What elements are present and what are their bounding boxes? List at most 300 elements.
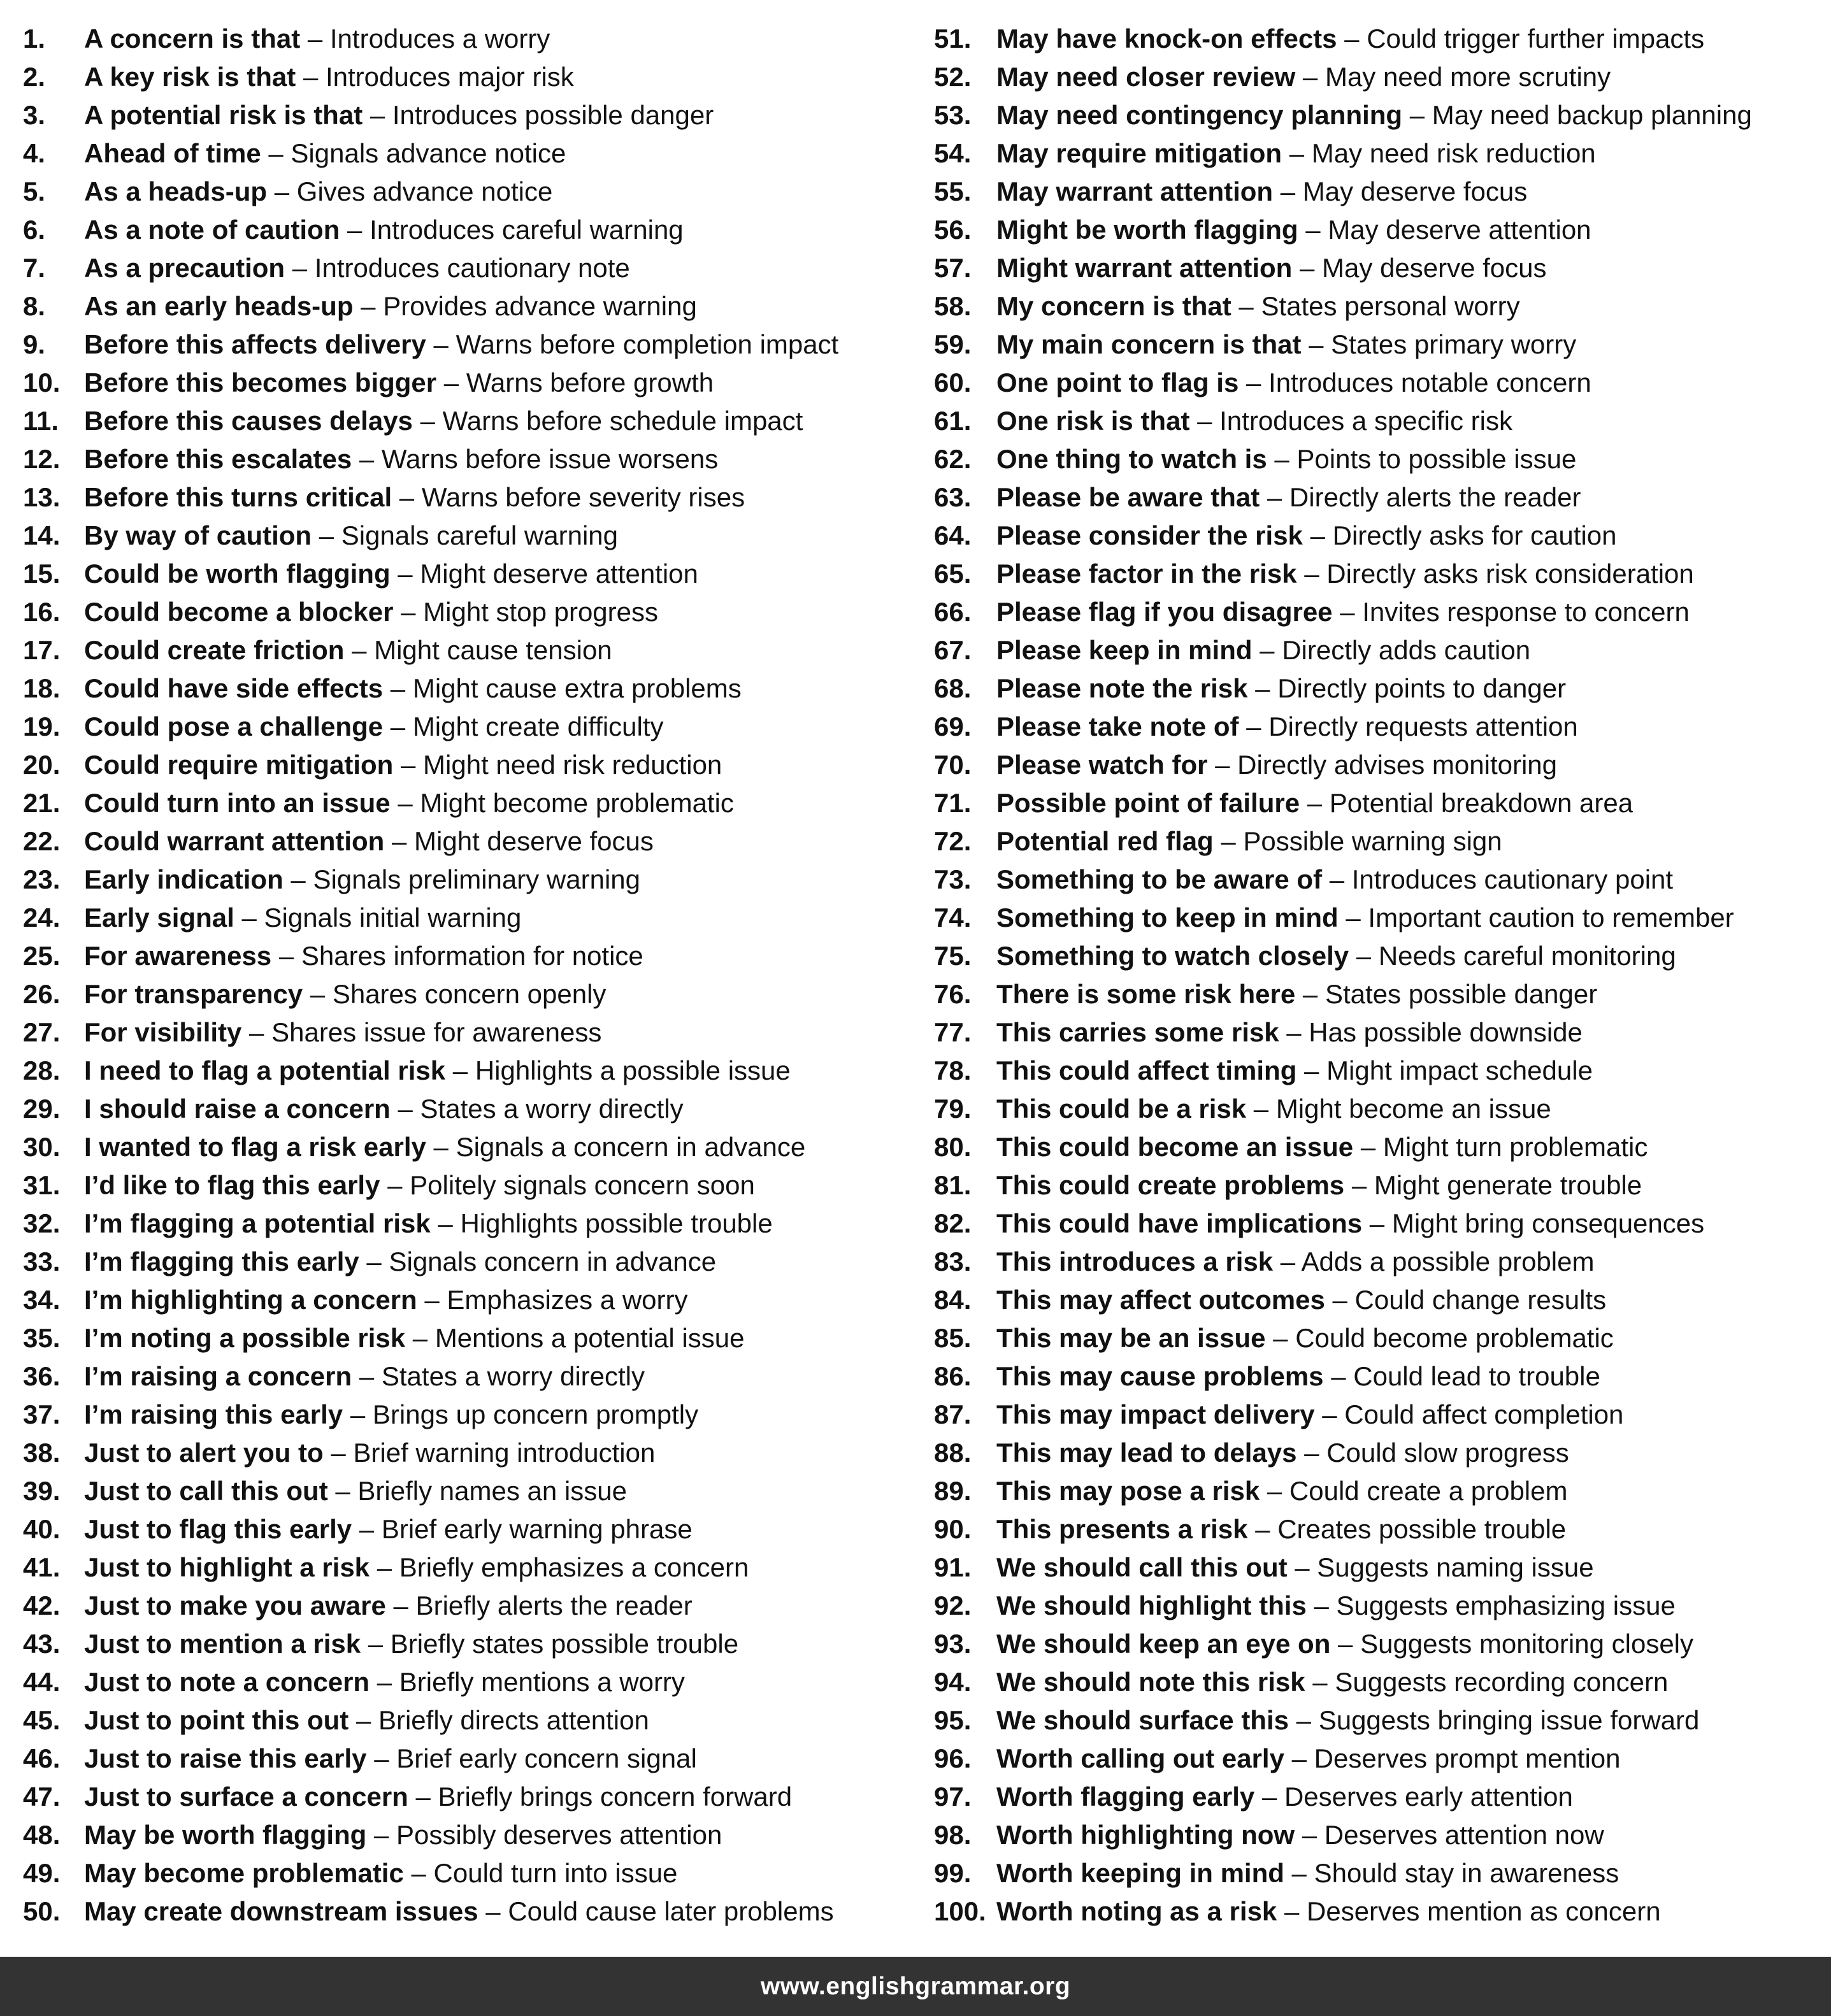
item-separator: – [1306, 1591, 1337, 1620]
item-number: 26. [23, 979, 61, 1009]
item-phrase: May be worth flagging [84, 1820, 367, 1850]
item-text [996, 173, 1527, 211]
item-text [84, 1090, 684, 1128]
item-number: 97. [934, 1782, 972, 1812]
item-number: 61. [934, 406, 972, 436]
item-separator: – [430, 1208, 461, 1238]
item-text [996, 631, 1530, 669]
list-item [934, 1357, 1826, 1396]
list-item [934, 96, 1826, 134]
item-separator: – [1231, 291, 1261, 321]
item-text [84, 1701, 649, 1740]
item-phrase: Worth calling out early [996, 1743, 1284, 1773]
list-item [934, 1625, 1826, 1663]
item-phrase: Just to alert you to [84, 1438, 324, 1468]
item-separator: – [363, 100, 392, 130]
list-item [934, 1243, 1826, 1281]
left-column [23, 20, 908, 1931]
item-separator: – [1349, 941, 1379, 971]
item-number: 10. [23, 368, 61, 397]
list-item [934, 1816, 1826, 1854]
item-meaning: Should stay in awareness [1314, 1858, 1619, 1888]
item-text [84, 975, 606, 1013]
list-item [23, 1510, 908, 1548]
list-item [934, 440, 1826, 478]
item-phrase: Worth noting as a risk [996, 1896, 1277, 1926]
item-phrase: Just to call this out [84, 1476, 328, 1506]
item-text [84, 1663, 685, 1701]
item-phrase: Please watch for [996, 750, 1208, 780]
item-meaning: Provides advance warning [383, 291, 697, 321]
item-number: 74. [934, 903, 972, 933]
item-phrase: Before this affects delivery [84, 329, 426, 359]
item-meaning: Suggests recording concern [1335, 1667, 1669, 1697]
item-separator: – [1247, 673, 1278, 703]
item-separator: – [1252, 635, 1282, 665]
item-number: 2. [23, 62, 46, 92]
item-number: 24. [23, 903, 61, 933]
item-text [996, 517, 1616, 555]
item-meaning: Introduces cautionary note [314, 253, 630, 283]
item-text [84, 899, 521, 937]
item-text [996, 1243, 1594, 1281]
item-separator: – [241, 1017, 272, 1047]
item-separator: – [1267, 444, 1297, 474]
item-number: 58. [934, 291, 972, 321]
list-item [934, 669, 1826, 708]
item-separator: – [403, 1858, 434, 1888]
list-item [934, 746, 1826, 784]
item-number: 91. [934, 1552, 972, 1582]
item-meaning: Briefly alerts the reader [415, 1591, 693, 1620]
item-text [996, 708, 1578, 746]
item-phrase: Could pose a challenge [84, 711, 384, 741]
item-number: 62. [934, 444, 972, 474]
item-separator: – [1344, 1170, 1374, 1200]
item-meaning: Highlights possible trouble [460, 1208, 773, 1238]
item-separator: – [1295, 62, 1325, 92]
item-meaning: Could become problematic [1295, 1323, 1614, 1353]
item-text [84, 1548, 749, 1587]
item-text [996, 1625, 1693, 1663]
item-phrase: Could create friction [84, 635, 345, 665]
item-meaning: Brings up concern promptly [372, 1399, 699, 1429]
item-meaning: States personal worry [1261, 291, 1520, 321]
list-item [934, 287, 1826, 325]
item-number: 59. [934, 329, 972, 359]
item-phrase: As a heads-up [84, 176, 268, 206]
item-phrase: For transparency [84, 979, 303, 1009]
item-meaning: Could create a problem [1289, 1476, 1568, 1506]
item-text [84, 1281, 688, 1319]
item-phrase: May need closer review [996, 62, 1296, 92]
item-phrase: There is some risk here [996, 979, 1296, 1009]
item-number: 29. [23, 1094, 61, 1124]
item-number: 20. [23, 750, 61, 780]
item-meaning: Might cause extra problems [412, 673, 742, 703]
item-number: 30. [23, 1132, 61, 1162]
item-separator: – [436, 368, 466, 397]
item-number: 85. [934, 1323, 972, 1353]
item-number: 89. [934, 1476, 972, 1506]
footer-website-link[interactable]: www.englishgrammar.org [760, 1972, 1071, 2000]
item-number: 21. [23, 788, 61, 818]
list-item [934, 861, 1826, 899]
item-separator: – [1254, 1782, 1284, 1812]
item-text [84, 708, 664, 746]
list-item [934, 555, 1826, 593]
item-meaning: Could change results [1354, 1285, 1607, 1315]
item-text [84, 555, 698, 593]
item-meaning: Deserves prompt mention [1314, 1743, 1621, 1773]
item-separator: – [1213, 826, 1244, 856]
item-phrase: Before this escalates [84, 444, 352, 474]
item-meaning: Deserves attention now [1324, 1820, 1604, 1850]
list-item [23, 708, 908, 746]
list-item [934, 1510, 1826, 1548]
item-meaning: Important caution to remember [1368, 903, 1734, 933]
item-number: 18. [23, 673, 61, 703]
list-item [934, 1396, 1826, 1434]
item-separator: – [352, 1514, 382, 1544]
list-item [934, 1052, 1826, 1090]
item-text [996, 1013, 1583, 1052]
item-phrase: We should surface this [996, 1705, 1289, 1735]
item-phrase: Just to make you aware [84, 1591, 386, 1620]
item-text [996, 861, 1673, 899]
item-text [84, 1013, 601, 1052]
item-phrase: May have knock-on effects [996, 24, 1337, 54]
item-phrase: One point to flag is [996, 368, 1239, 397]
item-meaning: Suggests naming issue [1317, 1552, 1594, 1582]
item-phrase: Could turn into an issue [84, 788, 391, 818]
item-text [996, 287, 1520, 325]
item-phrase: This may be an issue [996, 1323, 1266, 1353]
item-phrase: Could be worth flagging [84, 559, 391, 589]
item-separator: – [1353, 1132, 1383, 1162]
item-phrase: For awareness [84, 941, 272, 971]
item-phrase: This could be a risk [996, 1094, 1247, 1124]
item-separator: – [267, 176, 297, 206]
item-number: 56. [934, 215, 972, 245]
item-text [996, 1281, 1606, 1319]
item-meaning: States possible danger [1325, 979, 1598, 1009]
item-number: 8. [23, 291, 46, 321]
list-item [934, 1128, 1826, 1166]
item-phrase: This may pose a risk [996, 1476, 1260, 1506]
list-item [23, 1778, 908, 1816]
list-item [23, 173, 908, 211]
item-text [996, 20, 1704, 58]
list-item [934, 784, 1826, 822]
item-number: 60. [934, 368, 972, 397]
item-text [84, 1472, 627, 1510]
item-number: 14. [23, 520, 61, 550]
item-text [84, 1128, 805, 1166]
item-phrase: A key risk is that [84, 62, 296, 92]
item-meaning: Possibly deserves attention [396, 1820, 722, 1850]
list-item [934, 1778, 1826, 1816]
item-number: 45. [23, 1705, 61, 1735]
item-number: 53. [934, 100, 972, 130]
item-meaning: Creates possible trouble [1277, 1514, 1567, 1544]
item-text [84, 1357, 645, 1396]
item-separator: – [303, 979, 333, 1009]
item-meaning: Briefly states possible trouble [390, 1629, 739, 1659]
item-phrase: As a precaution [84, 253, 285, 283]
item-separator: – [1279, 1017, 1309, 1047]
item-phrase: May create downstream issues [84, 1896, 478, 1926]
item-number: 34. [23, 1285, 61, 1315]
item-text [84, 822, 654, 861]
item-text [996, 1740, 1621, 1778]
list-item [934, 708, 1826, 746]
list-item [23, 58, 908, 96]
item-separator: – [343, 1399, 373, 1429]
item-number: 72. [934, 826, 972, 856]
item-separator: – [478, 1896, 508, 1926]
item-meaning: Emphasizes a worry [447, 1285, 688, 1315]
item-text [996, 364, 1591, 402]
item-number: 19. [23, 711, 61, 741]
item-meaning: May need more scrutiny [1325, 62, 1611, 92]
item-separator: – [417, 1285, 447, 1315]
item-separator: – [1277, 1896, 1307, 1926]
item-phrase: I’m noting a possible risk [84, 1323, 406, 1353]
item-number: 75. [934, 941, 972, 971]
item-meaning: Warns before schedule impact [442, 406, 803, 436]
item-text [996, 134, 1596, 173]
list-item [23, 440, 908, 478]
item-text [996, 899, 1734, 937]
item-meaning: Invites response to concern [1362, 597, 1690, 627]
item-phrase: A concern is that [84, 24, 301, 54]
list-item [23, 1701, 908, 1740]
item-phrase: Please take note of [996, 711, 1239, 741]
item-separator: – [405, 1323, 435, 1353]
item-phrase: This could affect timing [996, 1055, 1297, 1085]
item-separator: – [285, 253, 315, 283]
list-item [934, 364, 1826, 402]
item-number: 93. [934, 1629, 972, 1659]
item-separator: – [353, 291, 384, 321]
item-phrase: Early indication [84, 864, 284, 894]
item-text [996, 593, 1690, 631]
item-text [84, 211, 684, 249]
item-number: 81. [934, 1170, 972, 1200]
item-number: 33. [23, 1247, 61, 1276]
item-meaning: Introduces careful warning [370, 215, 684, 245]
item-text [996, 746, 1557, 784]
item-number: 77. [934, 1017, 972, 1047]
item-text [996, 1357, 1600, 1396]
right-column [934, 20, 1826, 1931]
item-meaning: Might deserve attention [420, 559, 698, 589]
item-number: 78. [934, 1055, 972, 1085]
item-meaning: Suggests bringing issue forward [1318, 1705, 1700, 1735]
item-number: 100. [934, 1896, 986, 1926]
item-number: 84. [934, 1285, 972, 1315]
item-number: 70. [934, 750, 972, 780]
item-text [996, 402, 1512, 440]
item-text [84, 478, 745, 517]
item-text [996, 96, 1752, 134]
item-phrase: I’m raising this early [84, 1399, 343, 1429]
item-number: 64. [934, 520, 972, 550]
list-item [23, 1740, 908, 1778]
item-phrase: Before this turns critical [84, 482, 392, 512]
item-meaning: Shares information for notice [301, 941, 643, 971]
item-meaning: Warns before severity rises [421, 482, 745, 512]
item-number: 46. [23, 1743, 61, 1773]
item-number: 88. [934, 1438, 972, 1468]
list-item [23, 1663, 908, 1701]
item-phrase: I should raise a concern [84, 1094, 391, 1124]
item-separator: – [1239, 711, 1269, 741]
item-separator: – [1239, 368, 1269, 397]
list-item [23, 287, 908, 325]
item-text [996, 211, 1591, 249]
item-number: 82. [934, 1208, 972, 1238]
item-meaning: Highlights a possible issue [475, 1055, 791, 1085]
item-separator: – [1330, 1629, 1361, 1659]
item-phrase: This may cause problems [996, 1361, 1324, 1391]
item-number: 83. [934, 1247, 972, 1276]
item-meaning: Could affect completion [1344, 1399, 1624, 1429]
item-separator: – [1337, 24, 1367, 54]
item-meaning: Introduces a specific risk [1219, 406, 1512, 436]
item-number: 80. [934, 1132, 972, 1162]
item-number: 40. [23, 1514, 61, 1544]
list-item [23, 1013, 908, 1052]
item-number: 71. [934, 788, 972, 818]
item-text [996, 669, 1566, 708]
item-separator: – [1295, 1820, 1325, 1850]
list-item [23, 631, 908, 669]
list-item [934, 975, 1826, 1013]
item-meaning: Could lead to trouble [1353, 1361, 1600, 1391]
item-meaning: May need backup planning [1432, 100, 1752, 130]
item-phrase: Just to mention a risk [84, 1629, 361, 1659]
item-text [84, 20, 550, 58]
item-meaning: States primary worry [1331, 329, 1577, 359]
item-number: 55. [934, 176, 972, 206]
item-separator: – [359, 1247, 389, 1276]
item-meaning: Warns before growth [466, 368, 714, 397]
item-text [84, 1740, 697, 1778]
item-separator: – [1189, 406, 1220, 436]
item-phrase: Just to highlight a risk [84, 1552, 370, 1582]
list-item [23, 364, 908, 402]
list-item [23, 1892, 908, 1931]
item-phrase: Something to be aware of [996, 864, 1323, 894]
item-number: 51. [934, 24, 972, 54]
item-text [84, 173, 552, 211]
item-meaning: Might turn problematic [1382, 1132, 1648, 1162]
item-meaning: Might generate trouble [1374, 1170, 1642, 1200]
item-phrase: My concern is that [996, 291, 1231, 321]
item-meaning: Signals careful warning [341, 520, 618, 550]
item-meaning: Briefly mentions a worry [399, 1667, 685, 1697]
item-text [84, 440, 718, 478]
item-phrase: As an early heads-up [84, 291, 354, 321]
item-text [996, 1434, 1569, 1472]
item-text [84, 287, 697, 325]
item-separator: – [390, 559, 420, 589]
item-text [996, 325, 1576, 364]
item-separator: – [408, 1782, 438, 1812]
item-meaning: Introduces a worry [329, 24, 550, 54]
list-item [934, 402, 1826, 440]
item-text [84, 1052, 791, 1090]
item-phrase: Could become a blocker [84, 597, 394, 627]
item-text [84, 517, 618, 555]
item-separator: – [1298, 215, 1328, 245]
list-item [23, 1587, 908, 1625]
item-text [84, 669, 742, 708]
item-text [84, 593, 658, 631]
list-item [23, 478, 908, 517]
list-item [23, 899, 908, 937]
item-number: 95. [934, 1705, 972, 1735]
item-text [996, 1166, 1642, 1205]
item-phrase: Please note the risk [996, 673, 1248, 703]
item-separator: – [1301, 329, 1332, 359]
item-number: 92. [934, 1591, 972, 1620]
item-separator: – [445, 1055, 475, 1085]
item-phrase: This could become an issue [996, 1132, 1354, 1162]
item-text [84, 1205, 773, 1243]
item-meaning: Might stop progress [423, 597, 659, 627]
item-separator: – [412, 406, 443, 436]
item-meaning: Directly alerts the reader [1289, 482, 1581, 512]
list-item [23, 20, 908, 58]
item-meaning: Signals advance notice [291, 138, 566, 168]
item-number: 63. [934, 482, 972, 512]
item-meaning: Introduces possible danger [392, 100, 714, 130]
item-separator: – [312, 520, 341, 550]
item-separator: – [1287, 1552, 1318, 1582]
item-meaning: Suggests monitoring closely [1360, 1629, 1694, 1659]
item-text [84, 631, 612, 669]
item-phrase: By way of caution [84, 520, 312, 550]
item-number: 17. [23, 635, 61, 665]
item-phrase: We should highlight this [996, 1591, 1307, 1620]
item-number: 42. [23, 1591, 61, 1620]
item-separator: – [1322, 864, 1352, 894]
item-phrase: Just to raise this early [84, 1743, 367, 1773]
item-meaning: Might impact schedule [1326, 1055, 1593, 1085]
item-meaning: Points to possible issue [1296, 444, 1577, 474]
list-item [23, 1548, 908, 1587]
item-text [996, 1701, 1699, 1740]
item-text [996, 975, 1597, 1013]
item-meaning: Possible warning sign [1243, 826, 1502, 856]
list-item [934, 1740, 1826, 1778]
item-meaning: Might cause tension [374, 635, 612, 665]
item-number: 47. [23, 1782, 61, 1812]
list-item [23, 1205, 908, 1243]
item-separator: – [344, 635, 375, 665]
item-separator: – [1296, 1055, 1327, 1085]
item-phrase: A potential risk is that [84, 100, 363, 130]
item-meaning: Potential breakdown area [1329, 788, 1634, 818]
item-number: 6. [23, 215, 46, 245]
list-item [23, 249, 908, 287]
item-text [996, 937, 1676, 975]
list-item [934, 593, 1826, 631]
item-phrase: Please be aware that [996, 482, 1260, 512]
